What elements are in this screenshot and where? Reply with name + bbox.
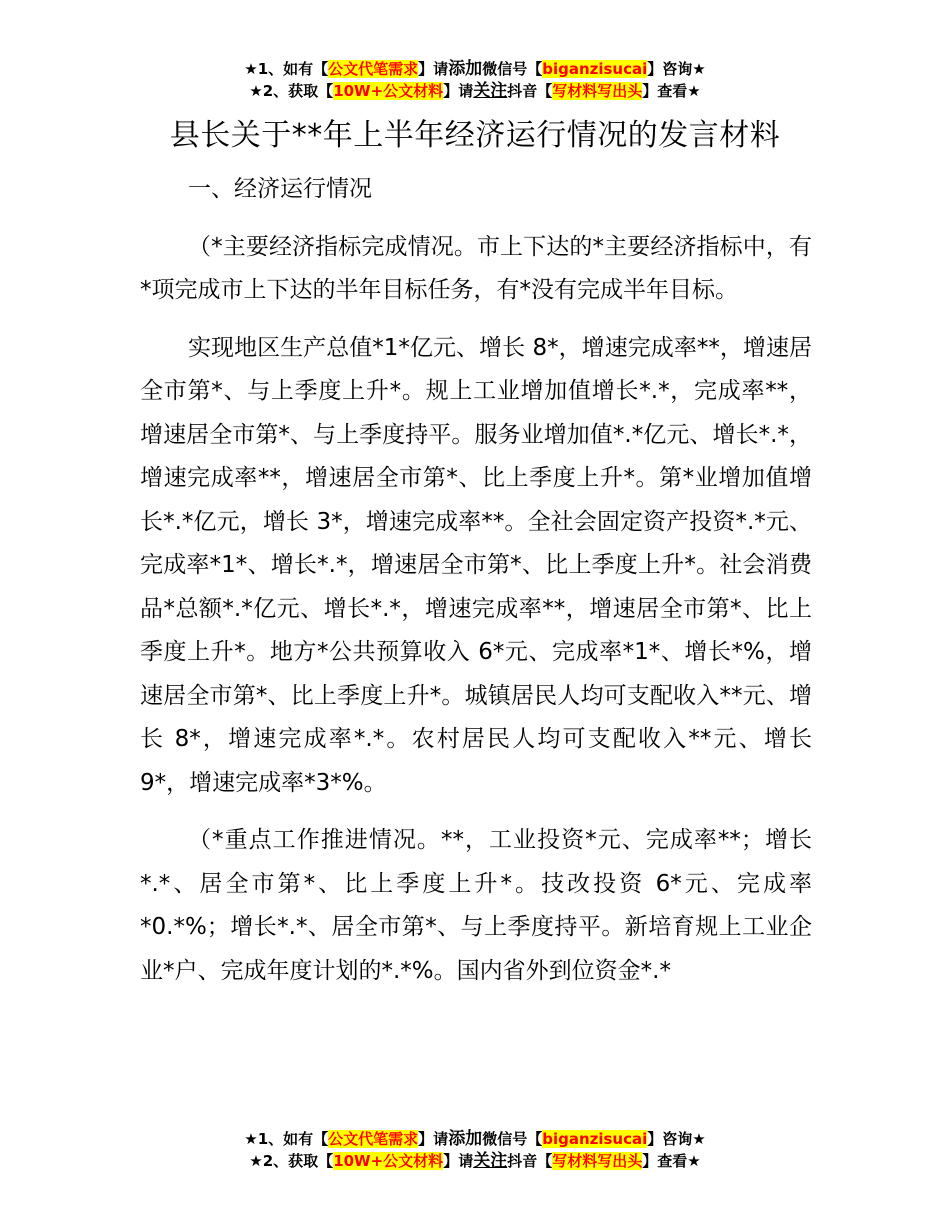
banner-text: 】请 bbox=[443, 1152, 474, 1170]
banner-text: 】请 bbox=[443, 82, 474, 100]
banner-line-2 bbox=[0, 80, 950, 102]
banner-highlight-douyin: 写材料写出头 bbox=[552, 82, 643, 100]
banner-text: ★1、如有【 bbox=[244, 1130, 329, 1148]
banner-highlight-douyin: 写材料写出头 bbox=[552, 1152, 643, 1170]
banner-emphasis: 添加 bbox=[448, 1129, 483, 1149]
banner-text: ★2、获取【 bbox=[249, 1152, 334, 1170]
banner-line-2 bbox=[0, 1150, 950, 1172]
banner-text: 微信号【 bbox=[482, 1130, 543, 1148]
banner-text: ★1、如有【 bbox=[244, 60, 329, 78]
banner-emphasis: 关注 bbox=[473, 81, 508, 101]
banner-text: 】咨询★ bbox=[647, 1130, 706, 1148]
banner-highlight-service: 公文代笔需求 bbox=[328, 60, 419, 78]
banner-emphasis: 关注 bbox=[473, 1151, 508, 1171]
banner-text: 】咨询★ bbox=[647, 60, 706, 78]
banner-highlight-materials: 10W+公文材料 bbox=[333, 82, 444, 100]
banner-text: 】请 bbox=[418, 1130, 449, 1148]
banner-text: 】查看★ bbox=[642, 82, 701, 100]
banner-line-1 bbox=[0, 58, 950, 80]
banner-line-1 bbox=[0, 1128, 950, 1150]
banner-text: 】查看★ bbox=[642, 1152, 701, 1170]
banner-highlight-wechat: biganzisucai bbox=[542, 1130, 648, 1148]
banner-text: 】请 bbox=[418, 60, 449, 78]
section-heading: 一、经济运行情况 bbox=[188, 176, 372, 202]
banner-highlight-service: 公文代笔需求 bbox=[328, 1130, 419, 1148]
banner-highlight-wechat: biganzisucai bbox=[542, 60, 648, 78]
banner-text: 抖音【 bbox=[507, 1152, 553, 1170]
document-body bbox=[140, 168, 812, 993]
document-title: 县长关于**年上半年经济运行情况的发言材料 bbox=[169, 118, 781, 153]
header-banner bbox=[0, 58, 950, 102]
paragraph: （*主要经济指标完成情况。市上下达的*主要经济指标中，有*项完成市上下达的半年目标任务，有*没有完成半年目标。 bbox=[140, 233, 812, 303]
paragraph: 实现地区生产总值*1*亿元、增长 8*，增速完成率**，增速居全市第*、与上季度上升*。规上工业增加值增长*.*，完成率**，增速居全市第*、与上季度持平。服务业增加值*.*亿元、增长*.*，增速完成率**，增速居全市第*、比上季度上升*。第*业增加值增长*.*亿元，增长 3*，增速完成率**。全社会固定资产投资*.*元、完成率*1*、增长*.*，增速居全市第*、比上季度上升*。社会消费品*总额*.*亿元、增长*.*，增速完成率**，增速居全市第*、比上季度上升*。地方*公共预算收入 6*元、完成率*1*、增长*%，增速居全市第*、比上季度上升*。城镇居民人均可支配收入**元、增长 8*，增速完成率*.*。农村居民人均可支配收入**元、增长 9*，增速完成率*3*%。 bbox=[140, 334, 812, 796]
paragraph: （*重点工作推进情况。**，工业投资*元、完成率**；增长*.*、居全市第*、比上季度上升*。技改投资 6*元、完成率*0.*%；增长*.*、居全市第*、与上季度持平。新培育规上工业企业*户、完成年度计划的*.*%。国内省外到位资金*.* bbox=[140, 827, 812, 984]
banner-text: ★2、获取【 bbox=[249, 82, 334, 100]
banner-highlight-materials: 10W+公文材料 bbox=[333, 1152, 444, 1170]
banner-text: 抖音【 bbox=[507, 82, 553, 100]
banner-emphasis: 添加 bbox=[448, 59, 483, 79]
footer-banner bbox=[0, 1128, 950, 1172]
banner-text: 微信号【 bbox=[482, 60, 543, 78]
